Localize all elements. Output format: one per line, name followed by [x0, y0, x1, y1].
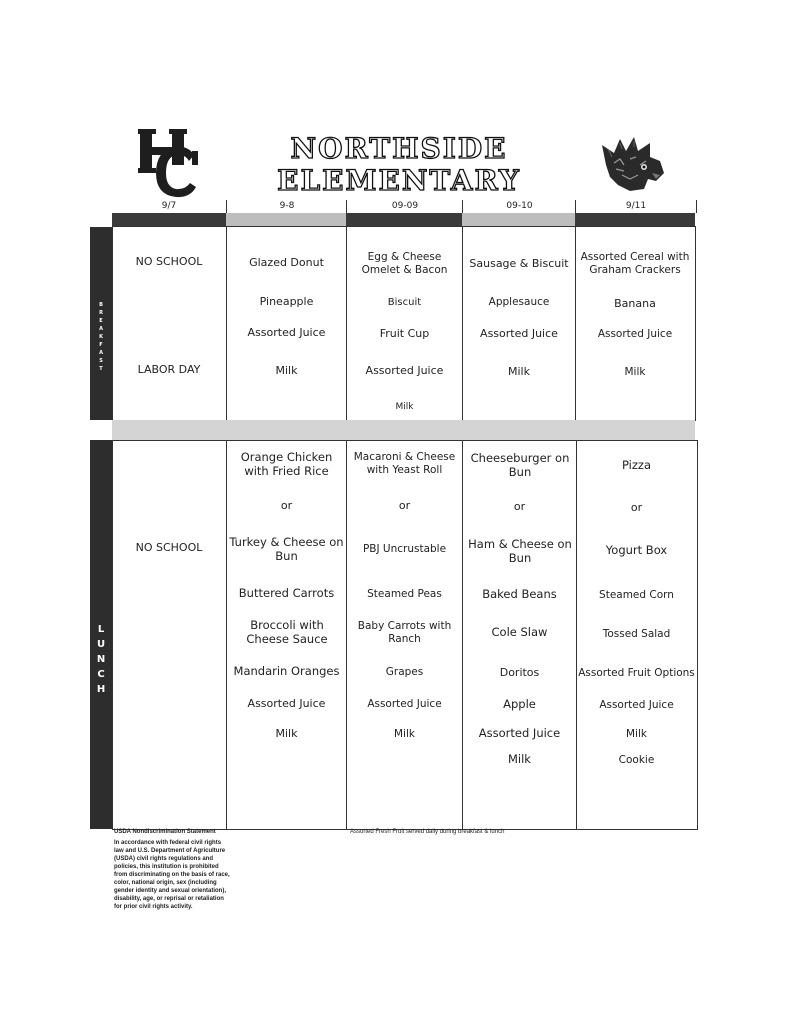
bk-2-4: Milk: [395, 402, 414, 412]
ln-1-3: Buttered Carrots: [238, 586, 335, 600]
ln-4-0: Pizza: [622, 458, 651, 472]
ln-3-7: Assorted Juice: [478, 726, 561, 740]
ln-1-5: Mandarin Oranges: [233, 664, 340, 678]
ln-4-5: Assorted Fruit Options: [578, 667, 695, 679]
bk-4-3: Milk: [624, 366, 646, 378]
ln-2-2: PBJ Uncrustable: [362, 543, 447, 555]
ln-2-4: Baby Carrots with Ranch: [357, 620, 452, 645]
ln-2-1: or: [398, 499, 411, 512]
date-9-11: 9/11: [575, 200, 697, 213]
bk-2-3: Assorted Juice: [365, 364, 444, 377]
header-shade-bar: [112, 213, 695, 226]
bk-2-0: Egg & Cheese Omelet & Bacon: [361, 251, 448, 276]
ln-1-6: Assorted Juice: [247, 697, 326, 710]
ln-3-1: or: [513, 500, 526, 513]
title-line-2: ELEMENTARY: [277, 164, 521, 197]
date-9-8: 9-8: [226, 200, 347, 213]
school-title: [268, 132, 530, 197]
ln-2-0: Macaroni & Cheese with Yeast Roll: [353, 451, 456, 476]
title-line-1: NORTHSIDE: [290, 132, 508, 165]
bulldog-mascot-icon: [600, 135, 666, 193]
breakfast-side-label: B R E A K F A S T: [90, 227, 112, 420]
ln-2-6: Assorted Juice: [367, 698, 442, 710]
section-divider-bar: [112, 420, 695, 440]
bk-1-0: Glazed Donut: [249, 256, 324, 269]
ln-3-6: Apple: [503, 697, 536, 711]
hc-logo: [138, 125, 200, 199]
ln-3-5: Doritos: [499, 666, 540, 679]
bk-1-3: Milk: [275, 364, 298, 377]
ln-4-4: Tossed Salad: [602, 628, 671, 640]
usda-statement-title: USDA Nondiscrimination Statement: [114, 829, 216, 835]
ln-1-7: Milk: [275, 727, 298, 740]
ln-1-4: Broccoli with Cheese Sauce: [246, 618, 328, 646]
ln-3-3: Baked Beans: [482, 587, 557, 601]
fresh-fruit-note: Assorted Fresh Fruit served daily during breakfast & lunch: [350, 829, 505, 835]
usda-statement-body: In accordance with federal civil rights law and U.S. Department of Agriculture (USDA) civil rights regulations and policies, this institution is prohibited from discriminating on the basis of race, color, national origin, sex (including gender identity and sexual orientation), disability, age, or reprisal or retaliation for prior civil rights activity.: [114, 840, 230, 910]
ln-1-0: Orange Chicken with Fried Rice: [240, 450, 333, 478]
ln-4-3: Steamed Corn: [599, 589, 674, 601]
lunch-side-label: L U N C H: [90, 440, 112, 829]
ln-4-6: Assorted Juice: [599, 699, 674, 711]
date-9-7: 9/7: [161, 201, 177, 211]
ln-2-5: Grapes: [385, 666, 424, 678]
ln-3-4: Cole Slaw: [491, 625, 548, 639]
bk-0-0: NO SCHOOL: [135, 255, 203, 268]
bk-3-1: Applesauce: [488, 296, 550, 308]
ln-3-8: Milk: [508, 752, 531, 766]
bk-1-1: Pineapple: [259, 295, 314, 308]
bk-4-0: Assorted Cereal with Graham Crackers: [580, 251, 690, 276]
ln-1-1: or: [280, 499, 293, 512]
date-09-10: 09-10: [462, 200, 576, 213]
ln-4-7: Milk: [626, 728, 647, 740]
bk-3-2: Assorted Juice: [480, 327, 558, 340]
bk-4-1: Banana: [614, 297, 656, 310]
ln-3-0: Cheeseburger on Bun: [470, 451, 570, 479]
ln-3-2: Ham & Cheese on Bun: [468, 537, 572, 565]
bk-3-0: Sausage & Biscuit: [469, 257, 569, 270]
bk-1-2: Assorted Juice: [247, 326, 326, 339]
bk-2-1: Biscuit: [387, 297, 422, 308]
ln-4-1: or: [630, 501, 643, 514]
bk-2-2: Fruit Cup: [379, 327, 430, 340]
date-09-09: 09-09: [346, 200, 463, 213]
ln-0-0: NO SCHOOL: [135, 541, 203, 554]
bk-3-3: Milk: [508, 365, 530, 378]
ln-4-2: Yogurt Box: [605, 543, 668, 557]
ln-2-3: Steamed Peas: [367, 588, 442, 600]
date-header-row: [112, 200, 695, 213]
ln-2-7: Milk: [394, 728, 415, 740]
ln-1-2: Turkey & Cheese on Bun: [229, 535, 344, 563]
ln-4-8: Cookie: [618, 754, 655, 766]
bk-0-1: LABOR DAY: [137, 363, 201, 376]
bk-4-2: Assorted Juice: [597, 328, 673, 340]
